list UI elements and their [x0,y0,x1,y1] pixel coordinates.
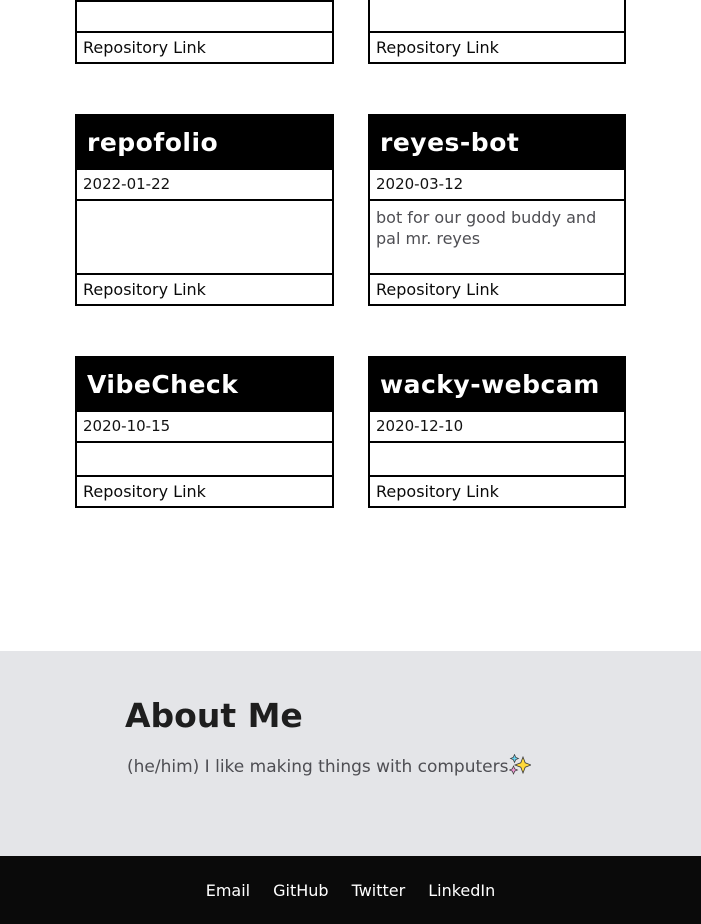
projects-grid [75,0,626,508]
project-date: 2020-10-15 [83,417,171,435]
footer-link-email[interactable]: Email [205,880,251,900]
project-title: reyes-bot [370,116,624,170]
project-description: bot for our good buddy and pal mr. reyes [370,199,624,275]
project-description [370,441,624,477]
project-card-reyes-bot [368,114,626,306]
about-bio-text: (he/him) I like making things with computers [127,757,509,777]
about-heading: About Me [125,696,303,735]
about-section [0,651,701,856]
project-title: repofolio [77,116,332,170]
sparkles-icon [509,754,531,776]
repository-link[interactable]: Repository Link [376,482,499,501]
about-bio [127,754,626,778]
project-description-empty [370,0,624,33]
footer-link-twitter[interactable]: Twitter [351,880,406,900]
project-description [77,441,332,477]
project-title: VibeCheck [77,358,332,412]
project-date: 2020-12-10 [376,417,464,435]
project-card-partial [368,0,626,64]
footer-link-linkedin[interactable]: LinkedIn [428,880,496,900]
project-date: 2022-01-22 [83,175,171,193]
about-content [75,697,626,778]
repository-link[interactable]: Repository Link [83,280,206,299]
project-card-repofolio [75,114,334,306]
project-description [77,199,332,275]
repository-link[interactable]: Repository Link [376,38,499,57]
repository-link[interactable]: Repository Link [376,280,499,299]
repository-link[interactable]: Repository Link [83,482,206,501]
project-card-wacky-webcam [368,356,626,508]
project-card-vibecheck [75,356,334,508]
project-card-partial [75,0,334,64]
project-title: wacky-webcam [370,358,624,412]
repository-link[interactable]: Repository Link [83,38,206,57]
project-description-empty [77,2,332,33]
footer-link-github[interactable]: GitHub [273,880,329,900]
footer [0,856,701,924]
project-date: 2020-03-12 [376,175,464,193]
